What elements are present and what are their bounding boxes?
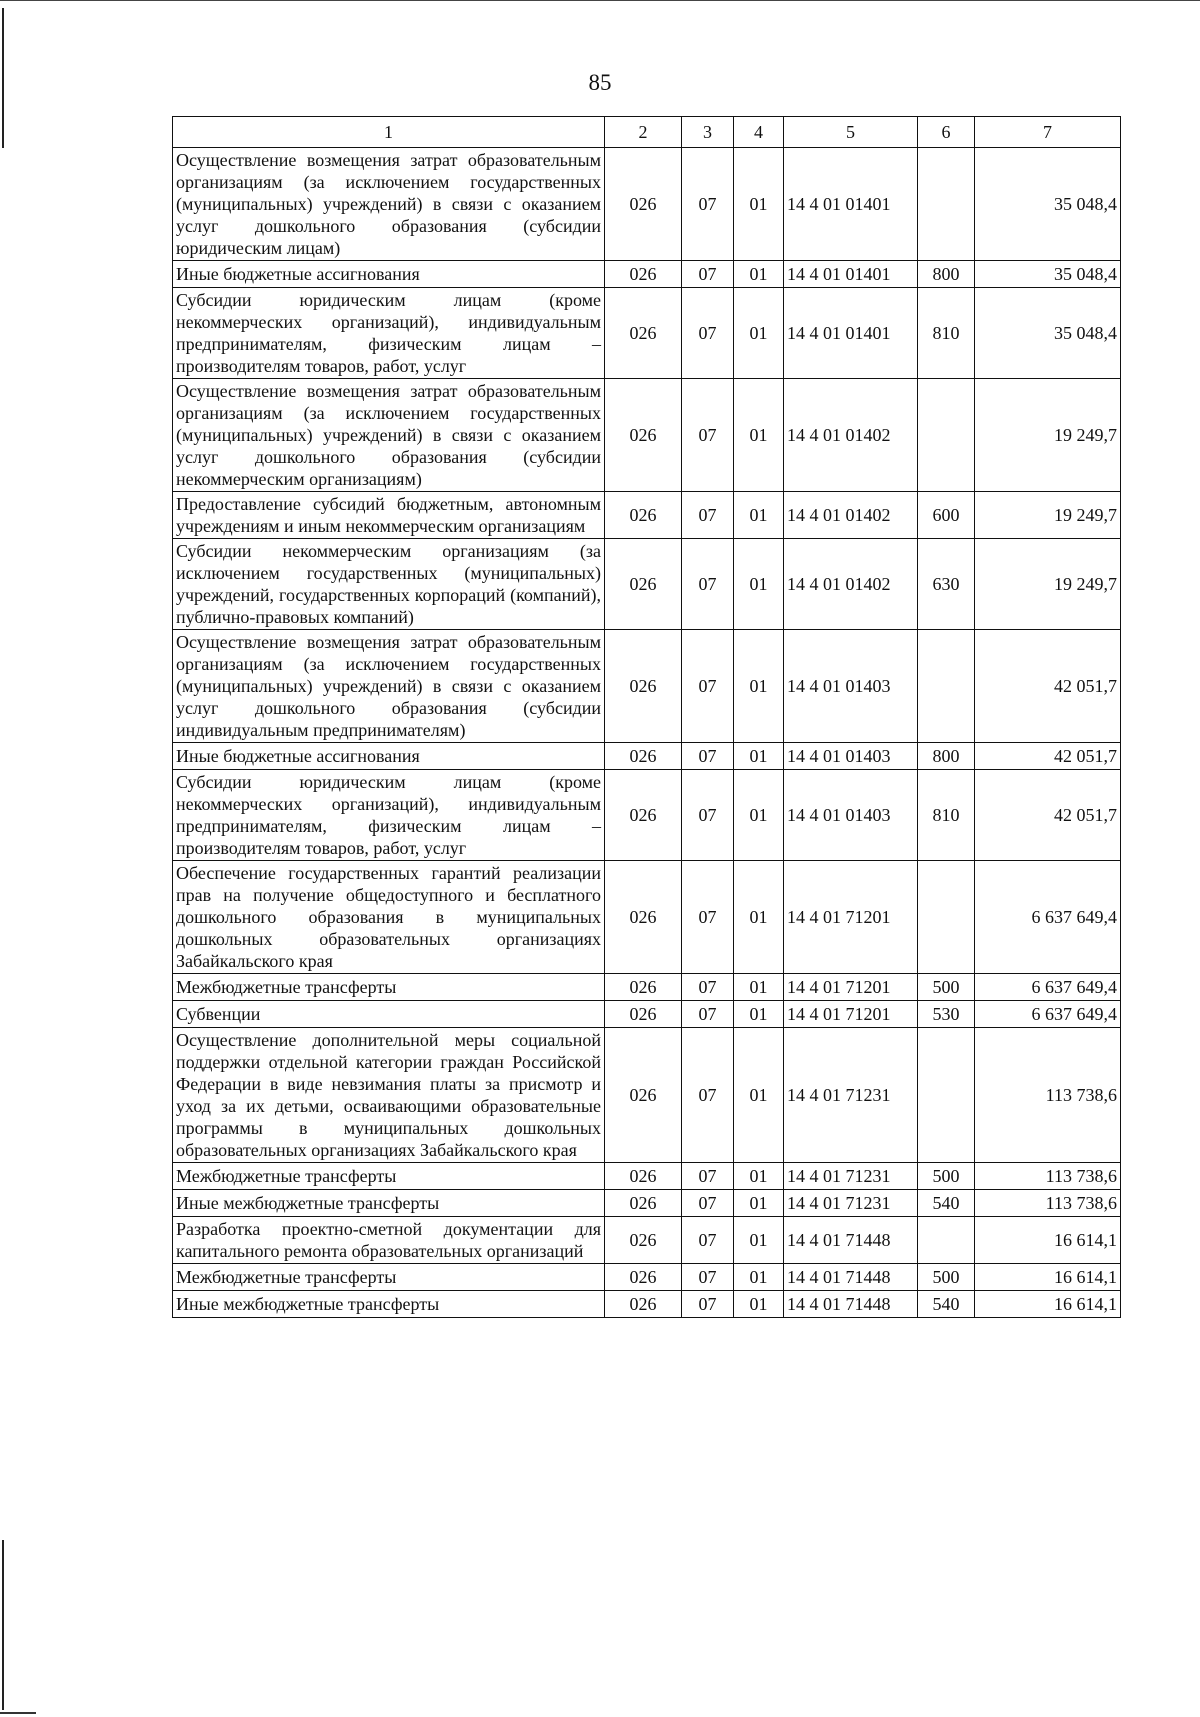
row-section-cell: 07 <box>682 1264 734 1291</box>
table-row <box>173 148 1121 261</box>
row-name-cell: Межбюджетные трансферты <box>173 1264 605 1291</box>
row-section-cell: 07 <box>682 630 734 743</box>
row-target-article-cell: 14 4 01 71201 <box>784 861 918 974</box>
row-name-cell: Субсидии некоммерческим организациям (за исключением государственных (муниципальных) учреждений, государственных корпораций (компаний), публично-правовых компаний) <box>173 539 605 630</box>
table-row <box>173 492 1121 539</box>
row-name-cell: Разработка проектно-сметной документации для капитального ремонта образовательных организаций <box>173 1217 605 1264</box>
row-expense-type-cell: 800 <box>918 261 975 288</box>
row-expense-type-cell <box>918 630 975 743</box>
row-grbs-cell: 026 <box>605 261 682 288</box>
row-target-article-cell: 14 4 01 01402 <box>784 492 918 539</box>
row-subsection-cell: 01 <box>734 1264 784 1291</box>
row-amount-cell: 19 249,7 <box>975 539 1121 630</box>
row-amount-cell: 35 048,4 <box>975 148 1121 261</box>
row-target-article-cell: 14 4 01 01403 <box>784 743 918 770</box>
row-name-cell: Межбюджетные трансферты <box>173 974 605 1001</box>
column-header: 7 <box>975 117 1121 148</box>
row-expense-type-cell: 600 <box>918 492 975 539</box>
column-header: 4 <box>734 117 784 148</box>
row-target-article-cell: 14 4 01 71201 <box>784 1001 918 1028</box>
row-target-article-cell: 14 4 01 01403 <box>784 770 918 861</box>
row-grbs-cell: 026 <box>605 492 682 539</box>
row-grbs-cell: 026 <box>605 148 682 261</box>
row-target-article-cell: 14 4 01 71448 <box>784 1291 918 1318</box>
row-name-cell: Иные межбюджетные трансферты <box>173 1190 605 1217</box>
row-subsection-cell: 01 <box>734 148 784 261</box>
row-amount-cell: 19 249,7 <box>975 379 1121 492</box>
page-number: 85 <box>588 70 612 95</box>
row-name-cell: Иные межбюджетные трансферты <box>173 1291 605 1318</box>
row-expense-type-cell <box>918 1028 975 1163</box>
row-amount-cell: 16 614,1 <box>975 1264 1121 1291</box>
row-amount-cell: 16 614,1 <box>975 1217 1121 1264</box>
row-grbs-cell: 026 <box>605 743 682 770</box>
row-expense-type-cell: 540 <box>918 1291 975 1318</box>
row-amount-cell: 42 051,7 <box>975 770 1121 861</box>
table-row <box>173 743 1121 770</box>
row-section-cell: 07 <box>682 288 734 379</box>
row-grbs-cell: 026 <box>605 379 682 492</box>
row-subsection-cell: 01 <box>734 492 784 539</box>
scan-edge-top <box>0 0 1200 1</box>
row-expense-type-cell: 530 <box>918 1001 975 1028</box>
row-expense-type-cell: 800 <box>918 743 975 770</box>
column-header: 2 <box>605 117 682 148</box>
table-row <box>173 630 1121 743</box>
table-row <box>173 1001 1121 1028</box>
row-section-cell: 07 <box>682 1001 734 1028</box>
row-section-cell: 07 <box>682 861 734 974</box>
row-grbs-cell: 026 <box>605 288 682 379</box>
row-amount-cell: 16 614,1 <box>975 1291 1121 1318</box>
row-subsection-cell: 01 <box>734 1001 784 1028</box>
scan-edge-bottom <box>0 1712 36 1714</box>
row-expense-type-cell: 630 <box>918 539 975 630</box>
column-header: 3 <box>682 117 734 148</box>
row-name-cell: Субсидии юридическим лицам (кроме некоммерческих организаций), индивидуальным предпринимателям, физическим лицам – производителям товаров, работ, услуг <box>173 770 605 861</box>
row-section-cell: 07 <box>682 379 734 492</box>
table-row <box>173 1190 1121 1217</box>
row-section-cell: 07 <box>682 1190 734 1217</box>
row-expense-type-cell <box>918 379 975 492</box>
row-target-article-cell: 14 4 01 01402 <box>784 539 918 630</box>
table-row <box>173 974 1121 1001</box>
row-section-cell: 07 <box>682 743 734 770</box>
row-name-cell: Субсидии юридическим лицам (кроме некоммерческих организаций), индивидуальным предпринимателям, физическим лицам – производителям товаров, работ, услуг <box>173 288 605 379</box>
table-row <box>173 261 1121 288</box>
row-amount-cell: 6 637 649,4 <box>975 861 1121 974</box>
row-amount-cell: 113 738,6 <box>975 1190 1121 1217</box>
table-row <box>173 379 1121 492</box>
row-section-cell: 07 <box>682 974 734 1001</box>
column-header: 6 <box>918 117 975 148</box>
row-subsection-cell: 01 <box>734 539 784 630</box>
row-name-cell: Осуществление возмещения затрат образовательным организациям (за исключением государственных (муниципальных) учреждений) в связи с оказанием услуг дошкольного образования (субсидии юридическим лицам) <box>173 148 605 261</box>
row-subsection-cell: 01 <box>734 743 784 770</box>
row-subsection-cell: 01 <box>734 1163 784 1190</box>
row-grbs-cell: 026 <box>605 974 682 1001</box>
row-expense-type-cell: 500 <box>918 1163 975 1190</box>
row-target-article-cell: 14 4 01 71448 <box>784 1264 918 1291</box>
row-section-cell: 07 <box>682 1217 734 1264</box>
row-amount-cell: 35 048,4 <box>975 288 1121 379</box>
table-row <box>173 861 1121 974</box>
row-subsection-cell: 01 <box>734 861 784 974</box>
table-row <box>173 288 1121 379</box>
row-name-cell: Межбюджетные трансферты <box>173 1163 605 1190</box>
row-name-cell: Предоставление субсидий бюджетным, автономным учреждениям и иным некоммерческим организациям <box>173 492 605 539</box>
table-row <box>173 1163 1121 1190</box>
row-name-cell: Иные бюджетные ассигнования <box>173 743 605 770</box>
row-subsection-cell: 01 <box>734 1028 784 1163</box>
row-subsection-cell: 01 <box>734 770 784 861</box>
row-name-cell: Осуществление возмещения затрат образовательным организациям (за исключением государственных (муниципальных) учреждений) в связи с оказанием услуг дошкольного образования (субсидии некоммерческим организациям) <box>173 379 605 492</box>
row-name-cell: Субвенции <box>173 1001 605 1028</box>
row-section-cell: 07 <box>682 1291 734 1318</box>
row-section-cell: 07 <box>682 492 734 539</box>
row-amount-cell: 6 637 649,4 <box>975 974 1121 1001</box>
row-grbs-cell: 026 <box>605 1028 682 1163</box>
row-expense-type-cell: 540 <box>918 1190 975 1217</box>
row-subsection-cell: 01 <box>734 1190 784 1217</box>
row-name-cell: Осуществление возмещения затрат образовательным организациям (за исключением государственных (муниципальных) учреждений) в связи с оказанием услуг дошкольного образования (субсидии индивидуальным предпринимателям) <box>173 630 605 743</box>
row-expense-type-cell <box>918 148 975 261</box>
row-section-cell: 07 <box>682 539 734 630</box>
row-expense-type-cell <box>918 1217 975 1264</box>
row-subsection-cell: 01 <box>734 974 784 1001</box>
row-target-article-cell: 14 4 01 01401 <box>784 288 918 379</box>
row-target-article-cell: 14 4 01 01402 <box>784 379 918 492</box>
row-name-cell: Обеспечение государственных гарантий реализации прав на получение общедоступного и бесплатного дошкольного образования в муниципальных дошкольных образовательных организациях Забайкальского края <box>173 861 605 974</box>
row-target-article-cell: 14 4 01 71201 <box>784 974 918 1001</box>
row-name-cell: Иные бюджетные ассигнования <box>173 261 605 288</box>
row-section-cell: 07 <box>682 1028 734 1163</box>
row-amount-cell: 35 048,4 <box>975 261 1121 288</box>
row-amount-cell: 113 738,6 <box>975 1028 1121 1163</box>
row-subsection-cell: 01 <box>734 261 784 288</box>
row-subsection-cell: 01 <box>734 1291 784 1318</box>
row-target-article-cell: 14 4 01 71231 <box>784 1163 918 1190</box>
table-row <box>173 1028 1121 1163</box>
row-subsection-cell: 01 <box>734 379 784 492</box>
table-row <box>173 1264 1121 1291</box>
table-row <box>173 539 1121 630</box>
scan-edge-left-lower <box>2 1540 4 1710</box>
row-grbs-cell: 026 <box>605 1190 682 1217</box>
row-grbs-cell: 026 <box>605 861 682 974</box>
row-grbs-cell: 026 <box>605 1217 682 1264</box>
row-target-article-cell: 14 4 01 01401 <box>784 261 918 288</box>
row-grbs-cell: 026 <box>605 1001 682 1028</box>
row-subsection-cell: 01 <box>734 630 784 743</box>
table-row <box>173 1291 1121 1318</box>
row-expense-type-cell: 500 <box>918 1264 975 1291</box>
row-expense-type-cell <box>918 861 975 974</box>
row-grbs-cell: 026 <box>605 1291 682 1318</box>
row-grbs-cell: 026 <box>605 1264 682 1291</box>
row-amount-cell: 6 637 649,4 <box>975 1001 1121 1028</box>
table-header-row <box>173 117 1121 148</box>
row-section-cell: 07 <box>682 1163 734 1190</box>
table-body <box>173 148 1121 1318</box>
row-target-article-cell: 14 4 01 01401 <box>784 148 918 261</box>
column-header: 1 <box>173 117 605 148</box>
row-target-article-cell: 14 4 01 01403 <box>784 630 918 743</box>
row-section-cell: 07 <box>682 148 734 261</box>
row-section-cell: 07 <box>682 261 734 288</box>
budget-table <box>172 116 1121 1318</box>
row-amount-cell: 42 051,7 <box>975 630 1121 743</box>
column-header: 5 <box>784 117 918 148</box>
row-amount-cell: 113 738,6 <box>975 1163 1121 1190</box>
row-grbs-cell: 026 <box>605 630 682 743</box>
row-expense-type-cell: 810 <box>918 288 975 379</box>
row-amount-cell: 42 051,7 <box>975 743 1121 770</box>
row-grbs-cell: 026 <box>605 1163 682 1190</box>
row-section-cell: 07 <box>682 770 734 861</box>
table-row <box>173 770 1121 861</box>
row-amount-cell: 19 249,7 <box>975 492 1121 539</box>
row-name-cell: Осуществление дополнительной меры социальной поддержки отдельной категории граждан Российской Федерации в виде невзимания платы за присмотр и уход за их детьми, осваивающими образовательные программы в муниципальных дошкольных образовательных организациях Забайкальского края <box>173 1028 605 1163</box>
row-subsection-cell: 01 <box>734 288 784 379</box>
row-expense-type-cell: 810 <box>918 770 975 861</box>
row-expense-type-cell: 500 <box>918 974 975 1001</box>
row-subsection-cell: 01 <box>734 1217 784 1264</box>
table-row <box>173 1217 1121 1264</box>
row-target-article-cell: 14 4 01 71231 <box>784 1190 918 1217</box>
row-grbs-cell: 026 <box>605 539 682 630</box>
row-target-article-cell: 14 4 01 71231 <box>784 1028 918 1163</box>
row-grbs-cell: 026 <box>605 770 682 861</box>
row-target-article-cell: 14 4 01 71448 <box>784 1217 918 1264</box>
